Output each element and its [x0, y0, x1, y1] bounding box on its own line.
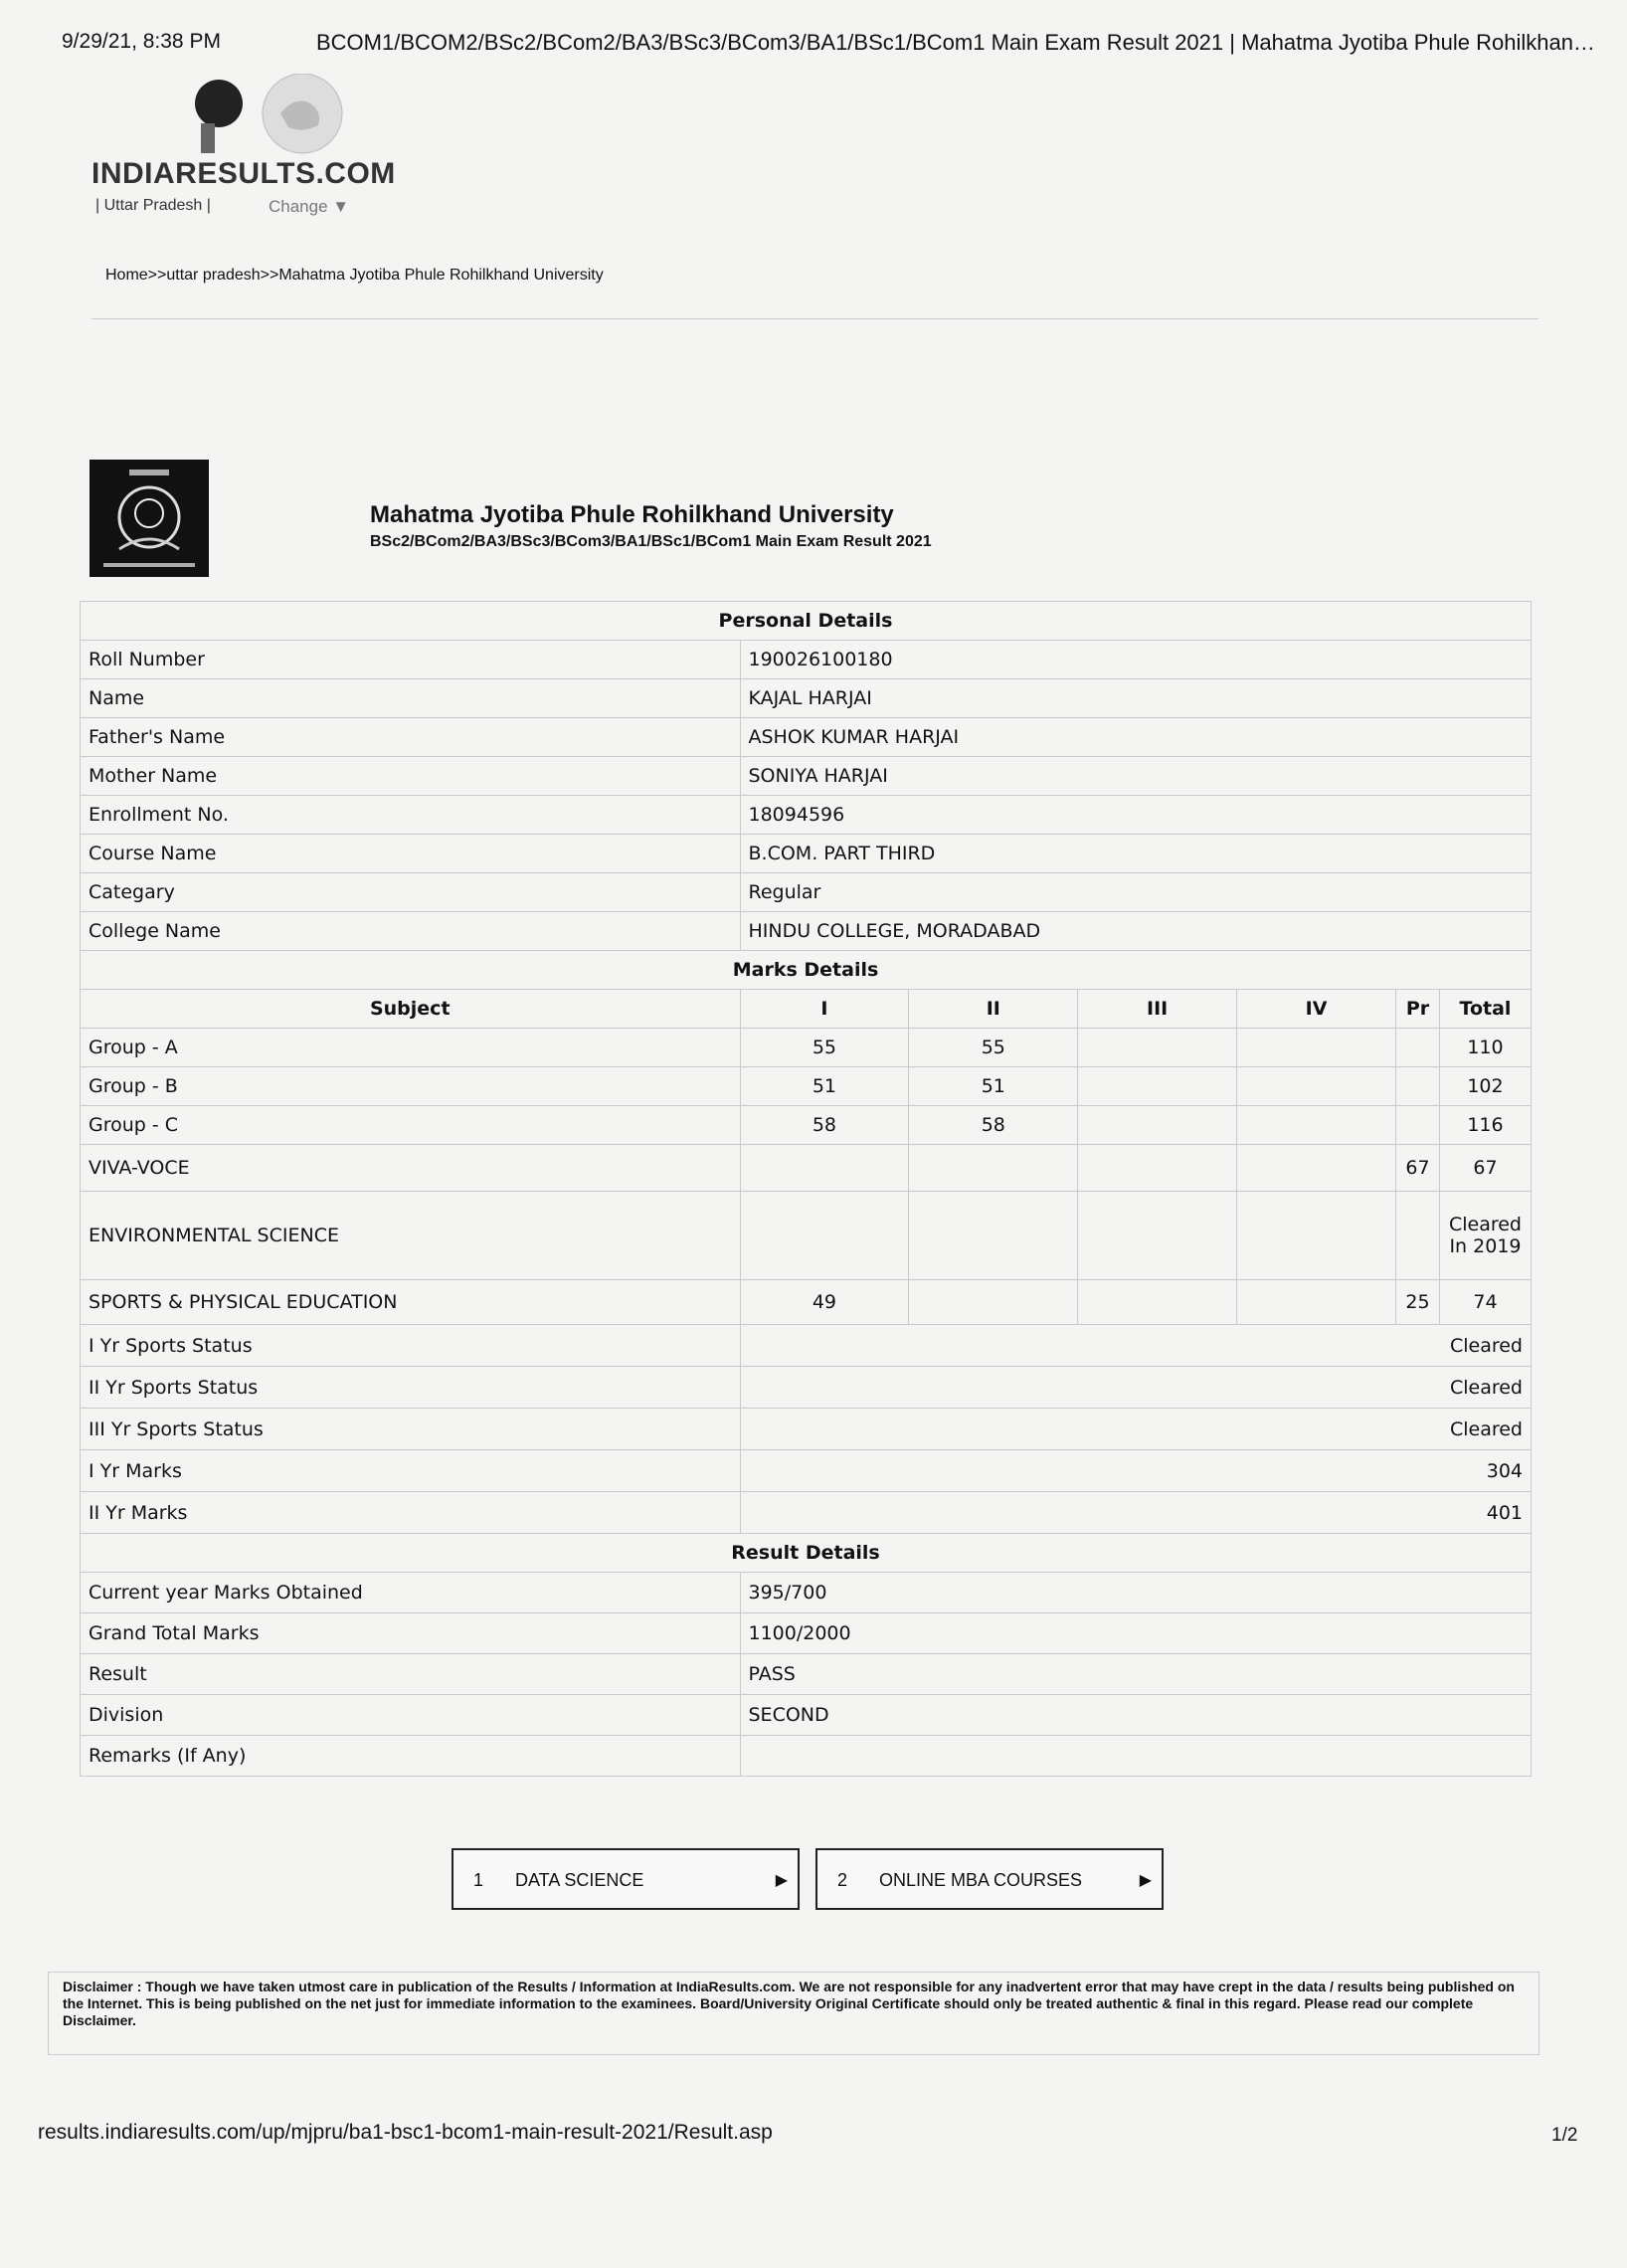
ad-link-data-science[interactable] [452, 1848, 800, 1910]
mark-pr [1395, 1067, 1439, 1106]
table-row [81, 1450, 1532, 1492]
mark-total: 110 [1439, 1029, 1531, 1067]
table-row [81, 796, 1532, 835]
col-header-iv: IV [1237, 990, 1396, 1029]
table-row [81, 757, 1532, 796]
emblem-icon [90, 460, 209, 577]
university-name: Mahatma Jyotiba Phule Rohilkhand University [370, 501, 894, 528]
result-value [740, 1736, 1532, 1777]
mark-pr [1395, 1106, 1439, 1145]
result-table [80, 601, 1532, 1777]
extra-label: II Yr Sports Status [81, 1367, 741, 1409]
ad-label: DATA SCIENCE [515, 1870, 644, 1890]
play-arrow-icon: ▶ [1139, 1872, 1152, 1889]
subject-name: Group - B [81, 1067, 741, 1106]
marks-header-row [81, 990, 1532, 1029]
table-row [81, 1492, 1532, 1534]
field-label: Mother Name [81, 757, 741, 796]
mark-total: Cleared In 2019 [1439, 1192, 1531, 1280]
table-row [81, 1145, 1532, 1192]
mark-iii [1078, 1280, 1237, 1325]
field-value: 190026100180 [740, 641, 1532, 679]
col-header-ii: II [909, 990, 1078, 1029]
university-emblem [90, 460, 209, 577]
extra-value: 401 [740, 1492, 1532, 1534]
result-label: Remarks (If Any) [81, 1736, 741, 1777]
disclaimer-text: Though we have taken utmost care in publication of the Results / Information at IndiaResults.com. We are not responsible for any inadvertent error that may have crept in the data / results being published on the Internet. This is being published on the net just for immediate information to the examinees. Board/University Original Certificate should only be treated authentic & final in this regard. Please read our complete [63, 1979, 1515, 2011]
mark-iv [1237, 1067, 1396, 1106]
mark-iii [1078, 1145, 1237, 1192]
ad-label: ONLINE MBA COURSES [879, 1870, 1083, 1890]
mark-pr: 25 [1395, 1280, 1439, 1325]
table-row [81, 912, 1532, 951]
subject-name: Group - C [81, 1106, 741, 1145]
col-header-total: Total [1439, 990, 1531, 1029]
mark-total: 102 [1439, 1067, 1531, 1106]
field-label: Father's Name [81, 718, 741, 757]
extra-value: Cleared [740, 1325, 1532, 1367]
extra-value: 304 [740, 1450, 1532, 1492]
mark-ii: 55 [909, 1029, 1078, 1067]
table-row [81, 1736, 1532, 1777]
mark-iv [1237, 1192, 1396, 1280]
table-row [81, 1067, 1532, 1106]
mark-ii: 58 [909, 1106, 1078, 1145]
logo-graphic-icon [91, 74, 360, 163]
result-label: Grand Total Marks [81, 1613, 741, 1654]
ad-link-online-mba[interactable] [815, 1848, 1164, 1910]
mark-iii [1078, 1067, 1237, 1106]
subject-name: ENVIRONMENTAL SCIENCE [81, 1192, 741, 1280]
disclaimer-box [48, 1972, 1539, 2055]
mark-ii: 51 [909, 1067, 1078, 1106]
field-label: Name [81, 679, 741, 718]
table-row [81, 1654, 1532, 1695]
disclaimer-lead: Disclaimer : [63, 1979, 142, 1994]
table-row [81, 1106, 1532, 1145]
field-label: Enrollment No. [81, 796, 741, 835]
result-details-heading: Result Details [81, 1534, 1532, 1573]
mark-total: 116 [1439, 1106, 1531, 1145]
table-row [81, 1409, 1532, 1450]
table-row [81, 1613, 1532, 1654]
subject-name: VIVA-VOCE [81, 1145, 741, 1192]
col-header-pr: Pr [1395, 990, 1439, 1029]
field-value: Regular [740, 873, 1532, 912]
table-row [81, 1367, 1532, 1409]
table-row [81, 641, 1532, 679]
col-header-i: I [740, 990, 909, 1029]
table-row [81, 1325, 1532, 1367]
result-value: 1100/2000 [740, 1613, 1532, 1654]
result-value: SECOND [740, 1695, 1532, 1736]
field-value: B.COM. PART THIRD [740, 835, 1532, 873]
ad-number: 2 [837, 1870, 848, 1890]
extra-value: Cleared [740, 1409, 1532, 1450]
table-row [81, 1029, 1532, 1067]
mark-pr [1395, 1029, 1439, 1067]
extra-label: III Yr Sports Status [81, 1409, 741, 1450]
extra-value: Cleared [740, 1367, 1532, 1409]
mark-i [740, 1192, 909, 1280]
subject-name: SPORTS & PHYSICAL EDUCATION [81, 1280, 741, 1325]
table-row [81, 873, 1532, 912]
col-header-iii: III [1078, 990, 1237, 1029]
table-row [81, 1280, 1532, 1325]
table-row [81, 718, 1532, 757]
play-arrow-icon: ▶ [775, 1872, 788, 1889]
print-date: 9/29/21, 8:38 PM [62, 30, 221, 53]
table-row [81, 679, 1532, 718]
field-value: KAJAL HARJAI [740, 679, 1532, 718]
field-value: ASHOK KUMAR HARJAI [740, 718, 1532, 757]
table-row [81, 1192, 1532, 1280]
mark-pr: 67 [1395, 1145, 1439, 1192]
field-value: 18094596 [740, 796, 1532, 835]
mark-total: 74 [1439, 1280, 1531, 1325]
page-number: 1/2 [1551, 2125, 1578, 2146]
print-url: results.indiaresults.com/up/mjpru/ba1-bsc1-bcom1-main-result-2021/Result.asp [38, 2121, 773, 2144]
breadcrumb[interactable]: Home>>uttar pradesh>>Mahatma Jyotiba Phule Rohilkhand University [105, 267, 604, 284]
disclaimer-link[interactable]: Disclaimer. [63, 2012, 136, 2028]
result-label: Result [81, 1654, 741, 1695]
extra-label: I Yr Marks [81, 1450, 741, 1492]
divider [91, 318, 1538, 319]
mark-ii [909, 1280, 1078, 1325]
mark-iv [1237, 1106, 1396, 1145]
print-page-title: BCOM1/BCOM2/BSc2/BCom2/BA3/BSc3/BCom3/BA1/BSc1/BCom1 Main Exam Result 2021 | Mahatma Jyotiba Phule Rohilkhan… [316, 30, 1595, 55]
mark-ii [909, 1145, 1078, 1192]
field-label: Course Name [81, 835, 741, 873]
table-row [81, 1695, 1532, 1736]
mark-i: 55 [740, 1029, 909, 1067]
col-header-subject: Subject [81, 990, 741, 1029]
mark-i: 58 [740, 1106, 909, 1145]
field-value: SONIYA HARJAI [740, 757, 1532, 796]
mark-iii [1078, 1192, 1237, 1280]
mark-i: 49 [740, 1280, 909, 1325]
mark-ii [909, 1192, 1078, 1280]
personal-details-heading: Personal Details [81, 602, 1532, 641]
mark-pr [1395, 1192, 1439, 1280]
mark-i: 51 [740, 1067, 909, 1106]
ad-number: 1 [473, 1870, 484, 1890]
table-row [81, 835, 1532, 873]
table-row [81, 1573, 1532, 1613]
mark-iii [1078, 1029, 1237, 1067]
extra-label: I Yr Sports Status [81, 1325, 741, 1367]
result-label: Current year Marks Obtained [81, 1573, 741, 1613]
marks-details-heading: Marks Details [81, 951, 1532, 990]
field-value: HINDU COLLEGE, MORADABAD [740, 912, 1532, 951]
field-label: Roll Number [81, 641, 741, 679]
result-value: PASS [740, 1654, 1532, 1695]
mark-i [740, 1145, 909, 1192]
mark-iv [1237, 1029, 1396, 1067]
mark-iv [1237, 1145, 1396, 1192]
field-label: Categary [81, 873, 741, 912]
mark-iv [1237, 1280, 1396, 1325]
exam-title: BSc2/BCom2/BA3/BSc3/BCom3/BA1/BSc1/BCom1 Main Exam Result 2021 [370, 533, 932, 550]
mark-total: 67 [1439, 1145, 1531, 1192]
mark-iii [1078, 1106, 1237, 1145]
subject-name: Group - A [81, 1029, 741, 1067]
extra-label: II Yr Marks [81, 1492, 741, 1534]
field-label: College Name [81, 912, 741, 951]
result-value: 395/700 [740, 1573, 1532, 1613]
change-state-link[interactable]: Change ▼ [269, 197, 350, 216]
state-label: | Uttar Pradesh | [95, 197, 211, 214]
result-label: Division [81, 1695, 741, 1736]
site-logo-text: INDIARESULTS.COM [91, 157, 396, 190]
